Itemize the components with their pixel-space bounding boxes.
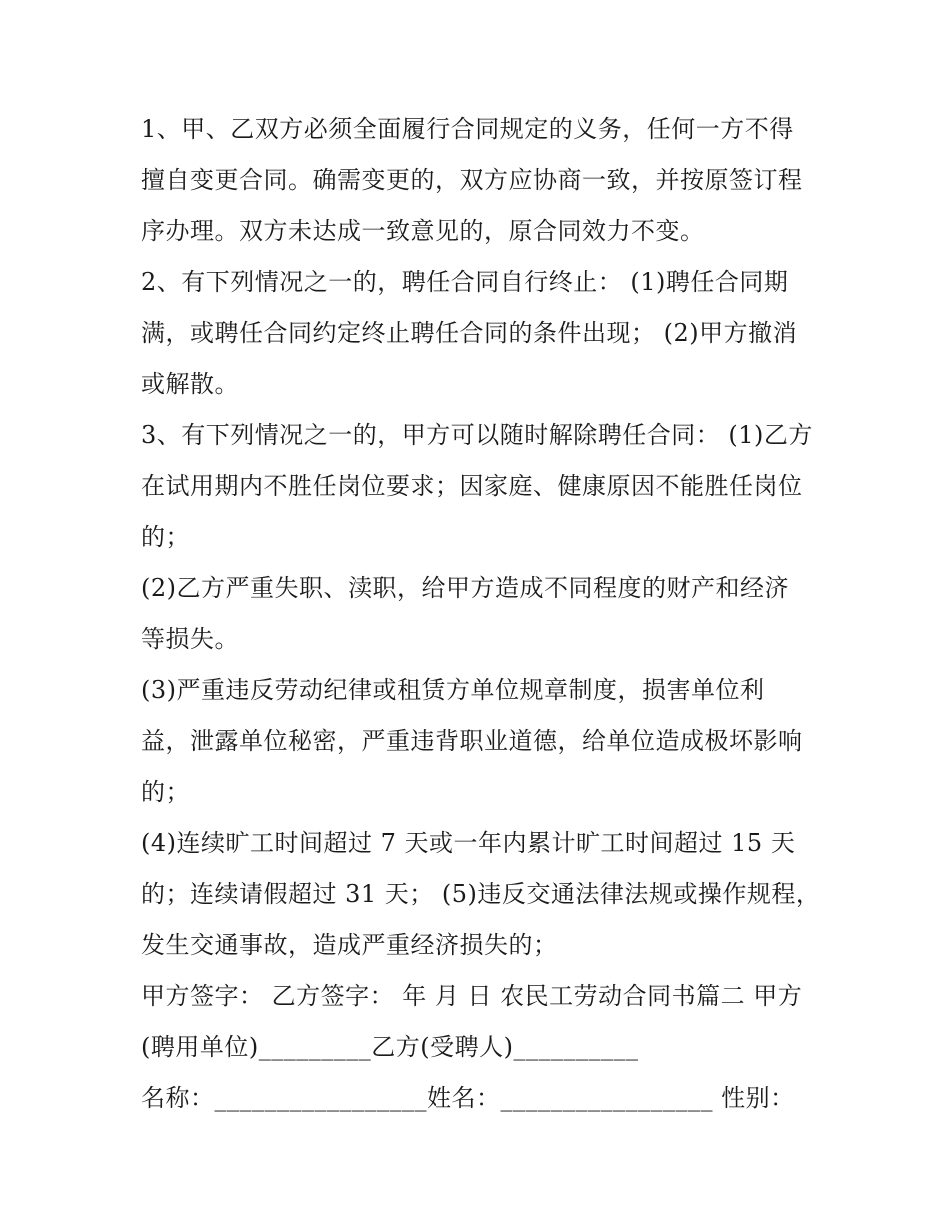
text-line: 满，或聘任合同约定终止聘任合同的条件出现； (2)甲方撤消 — [141, 319, 798, 347]
text-line: 序办理。双方未达成一致意见的，原合同效力不变。 — [141, 217, 705, 245]
name-fields-line: 名称：_________________姓名：_________________ 性别： — [141, 1084, 795, 1112]
text-line: 等损失。 — [141, 625, 239, 653]
signature-line: 甲方签字： 乙方签字： 年 月 日 农民工劳动合同书篇二 甲方 — [141, 982, 803, 1010]
text-line: (3)严重违反劳动纪律或租赁方单位规章制度，损害单位利 — [141, 676, 765, 704]
text-line: 的； — [141, 523, 190, 551]
text-line: 的；连续请假超过 31 天； (5)违反交通法律法规或操作规程， — [141, 880, 821, 908]
text-line: 在试用期内不胜任岗位要求；因家庭、健康原因不能胜任岗位 — [141, 472, 803, 500]
text-line: (2)乙方严重失职、渎职，给甲方造成不同程度的财产和经济 — [141, 574, 789, 602]
text-line: 3、有下列情况之一的，甲方可以随时解除聘任合同： (1)乙方 — [141, 421, 813, 449]
parties-line: (聘用单位)_________乙方(受聘人)__________ — [141, 1033, 639, 1061]
text-line: (4)连续旷工时间超过 7 天或一年内累计旷工时间超过 15 天 — [141, 829, 796, 857]
text-line: 的； — [141, 778, 190, 806]
text-line: 1、甲、乙双方必须全面履行合同规定的义务，任何一方不得 — [141, 115, 794, 143]
text-line: 益，泄露单位秘密，严重违背职业道德，给单位造成极坏影响 — [141, 727, 803, 755]
text-line: 发生交通事故，造成严重经济损失的； — [141, 931, 558, 959]
text-line: 擅自变更合同。确需变更的，双方应协商一致，并按原签订程 — [141, 166, 803, 194]
document-body — [141, 104, 821, 1124]
text-line: 或解散。 — [141, 370, 239, 398]
text-line: 2、有下列情况之一的，聘任合同自行终止： (1)聘任合同期 — [141, 268, 789, 296]
